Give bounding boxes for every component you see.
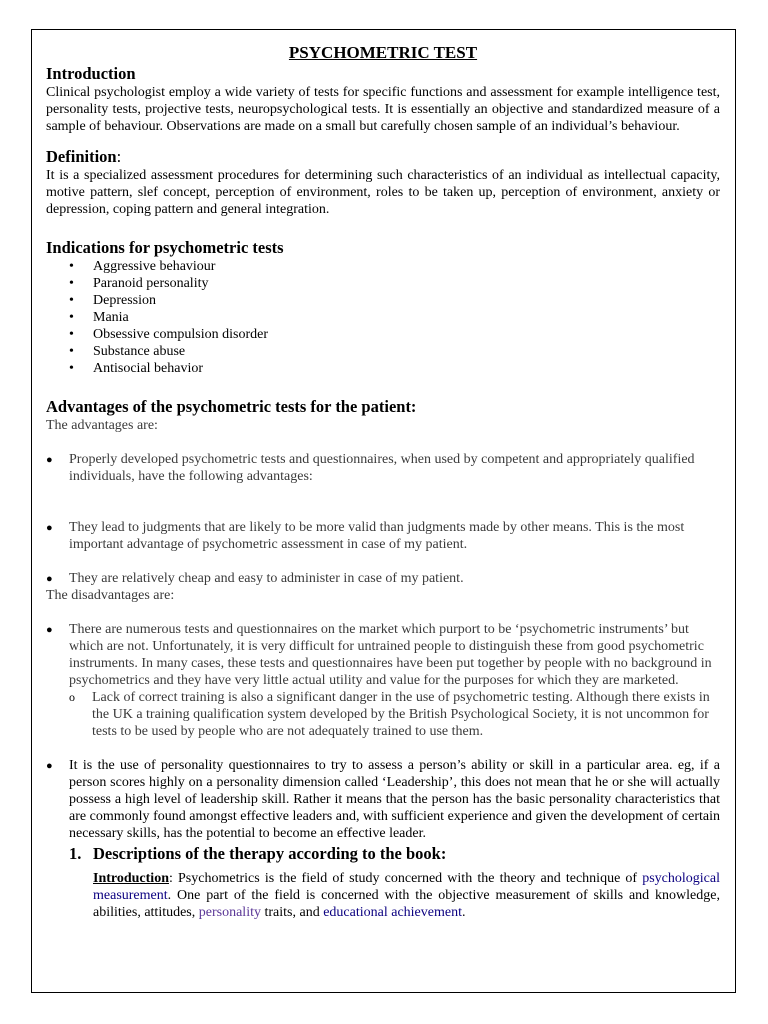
advantage-item [46,451,720,485]
indications-list [46,258,720,377]
bullet-icon: • [69,327,74,342]
list-item [46,343,720,360]
document-body [46,43,720,921]
indications-heading: Indications for psychometric tests [46,238,284,257]
list-item-text: Substance abuse [93,344,186,359]
disadvantage-text: It is the use of personality questionnaires to try to assess a person’s ability or skill in a particular area. eg, if a person scores highly on a personality dimension called ‘Leadership’, this does not mean that he or she will actually possess a high level of leadership skill. Rather it means that the person has the basic personality characteristics that are commonly found amongst effective leaders and, with sufficient experience and given the development of certain necessary skills, has the potential to become an effective leader. [69,758,720,841]
definition-heading-label: Definition [46,147,117,166]
psychological-measurement-link[interactable]: psychological measurement [93,871,720,903]
bullet-icon: • [69,276,74,291]
disadvantage-item [46,757,720,842]
advantages-heading: Advantages of the psychometric tests for the patient: [46,397,417,416]
list-item-text: Paranoid personality [93,276,209,291]
document-title: PSYCHOMETRIC TEST [288,43,478,62]
list-item [46,360,720,377]
therapy-introduction [46,870,720,921]
bullet-icon: • [69,361,74,376]
list-item-text: Antisocial behavior [93,361,204,376]
list-item-text: Obsessive compulsion disorder [93,327,268,342]
therapy-heading-text: Descriptions of the therapy according to the book: [93,844,447,863]
bullet-icon: ● [46,624,53,636]
educational-achievement-link[interactable]: educational achievement [323,905,462,920]
therapy-heading [46,844,720,864]
list-item [46,326,720,343]
advantage-text: They are relatively cheap and easy to administer in case of my patient. [69,571,464,586]
circle-bullet-icon: o [69,690,75,704]
disadvantages-lead: The disadvantages are: [46,588,175,603]
bullet-icon: ● [46,760,53,772]
definition-colon: : [116,147,122,166]
therapy-intro-text: traits, and [260,905,324,920]
list-item-text: Aggressive behaviour [93,259,216,274]
disadvantage-item [46,621,720,689]
list-item-text: Depression [93,293,156,308]
bullet-icon: ● [46,522,53,534]
therapy-intro-text: : Psychometrics is the field of study concerned with the theory and technique of [168,871,643,886]
advantages-lead: The advantages are: [46,418,158,433]
advantage-text: Properly developed psychometric tests and questionnaires, when used by competent and appropriately qualified individuals, have the following advantages: [69,452,695,484]
disadvantage-text: There are numerous tests and questionnaires on the market which purport to be ‘psychometric instruments’ but which are not. Unfortunately, it is very difficult for untrained people to distinguish these from good psychometric instruments. In many cases, these tests and questionnaires have been put together by people with no background in psychometrics and they have very little actual utility and value for the purposes for which they are marketed. [69,622,712,688]
disadvantage-subitem [46,689,720,740]
advantage-text: They lead to judgments that are likely to be more valid than judgments made by other means. This is the most important advantage of psychometric assessment in case of my patient. [69,520,685,552]
personality-link[interactable]: personality [198,905,261,920]
introduction-text: Clinical psychologist employ a wide variety of tests for specific functions and assessment for example intelligence test, personality tests, projective tests, neuropsychological tests. It is essentially an objective and standardized measure of a sample of behaviour. Observations are made on a small but carefully chosen sample of an individual’s behaviour. [46,85,720,134]
bullet-icon: • [69,259,74,274]
list-item [46,258,720,275]
list-item [46,309,720,326]
advantage-item [46,519,720,553]
therapy-intro-text: . One part of the field is concerned with the objective measurement of skills and knowledge, abilities, attitudes, [93,888,720,920]
definition-heading [46,147,720,167]
bullet-icon: • [69,293,74,308]
therapy-number: 1. [69,844,82,863]
therapy-intro-end: . [461,905,466,920]
disadvantage-subtext: Lack of correct training is also a significant danger in the use of psychometric testing. Although there exists in the UK a training qualification system developed by the British Psychological Society, it is not uncommon for tests to be used by people who are not adequately trained to use them. [92,690,710,739]
therapy-intro-label: Introduction [93,871,169,886]
list-item [46,292,720,309]
bullet-icon: ● [46,454,53,466]
bullet-icon: • [69,310,74,325]
introduction-heading: Introduction [46,64,136,83]
bullet-icon: • [69,344,74,359]
list-item-text: Mania [93,310,129,325]
definition-text: It is a specialized assessment procedures for determining such characteristics of an individual as intellectual capacity, motive pattern, slef concept, perception of environment, roles to be taken up, perception of environment, anxiety or depression, coping pattern and general integration. [46,168,720,217]
advantage-item [46,570,720,587]
list-item [46,275,720,292]
bullet-icon: ● [46,573,53,585]
